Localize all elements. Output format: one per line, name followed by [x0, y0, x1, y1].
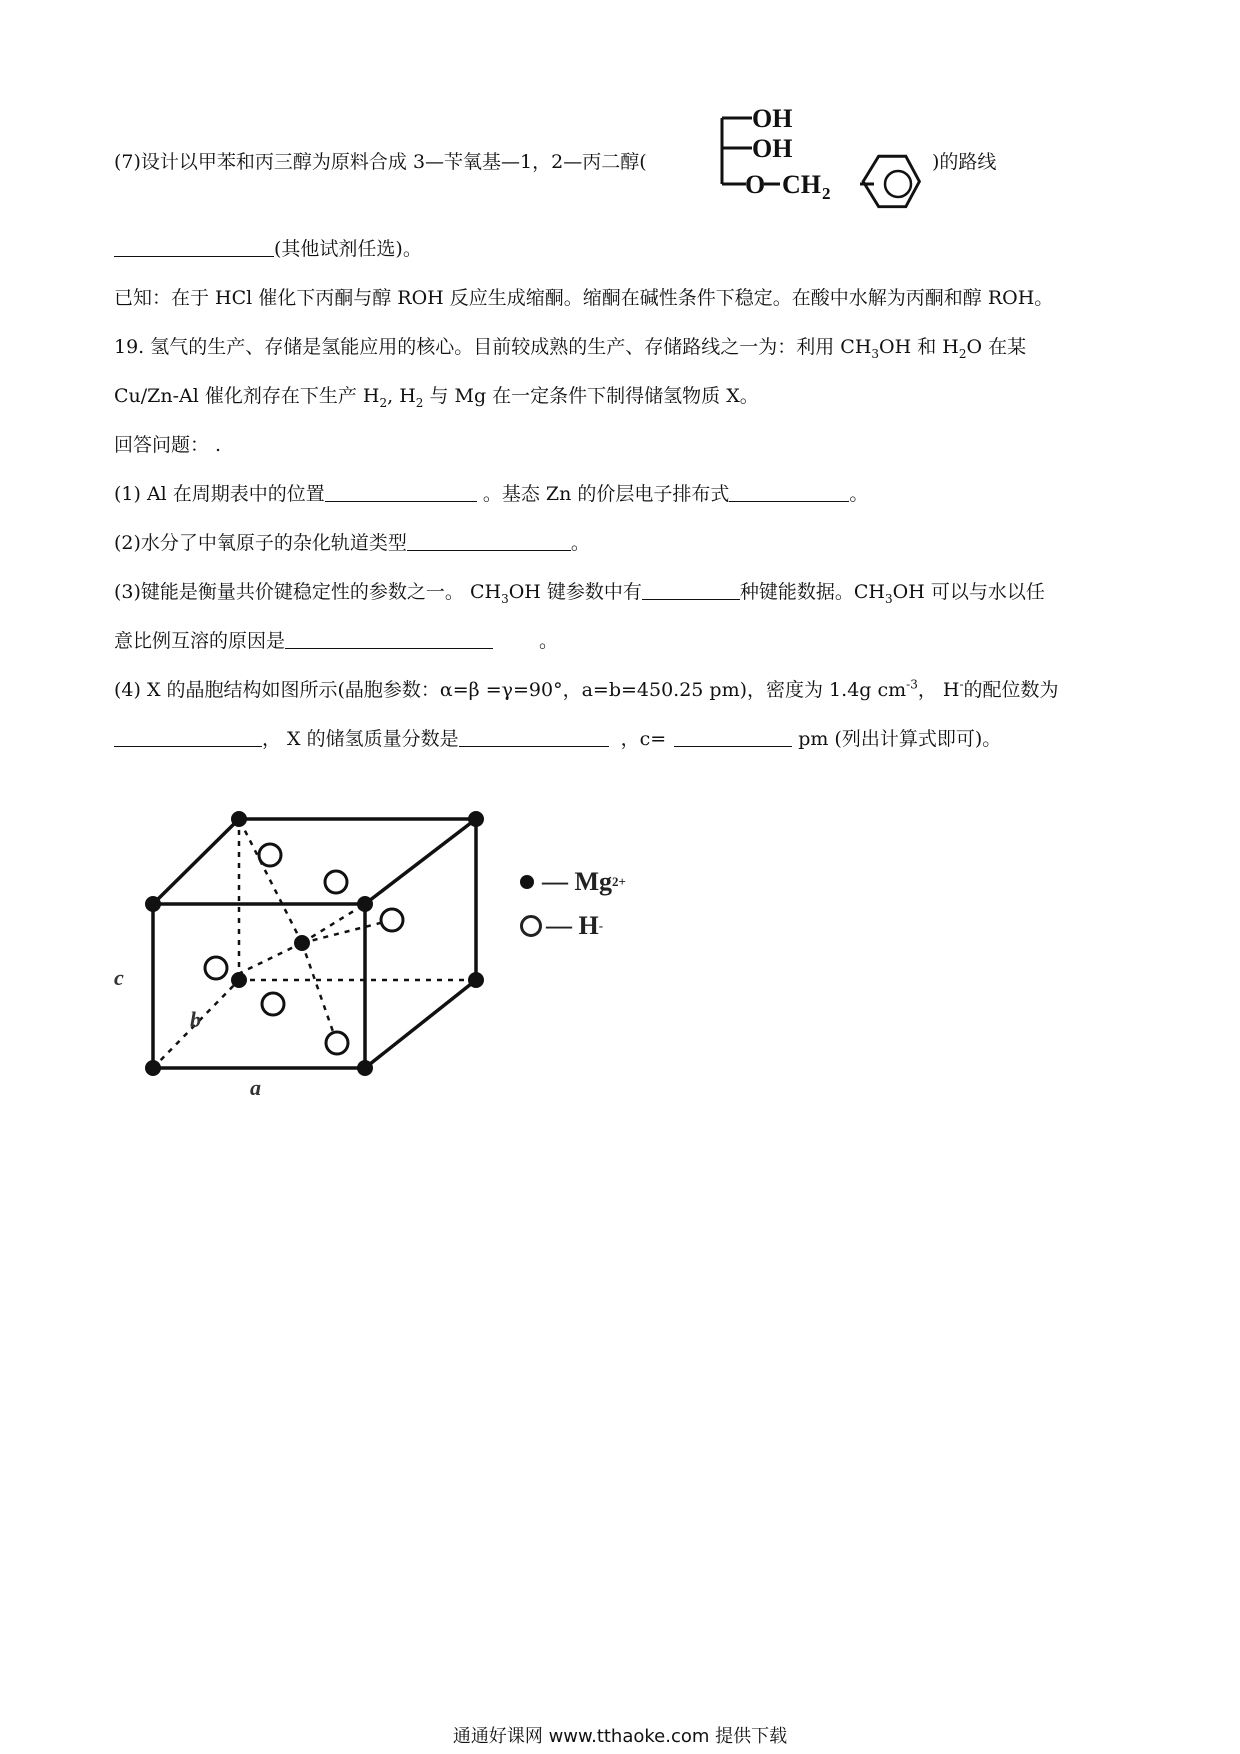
legend-mg: — Mg 2+	[520, 860, 626, 904]
p4-blank-c[interactable]	[674, 726, 792, 747]
p4-line2	[114, 725, 1001, 753]
q19-line1	[114, 333, 1026, 361]
p4-blank-coordination[interactable]	[114, 726, 262, 747]
oh-label-2: OH	[752, 134, 793, 163]
q7-suffix: )的路线	[932, 151, 997, 173]
subscript: 2	[415, 395, 424, 410]
benzyloxy-propanediol-structure	[712, 100, 932, 215]
p3-line2	[114, 627, 558, 655]
p3-blank-count[interactable]	[642, 579, 740, 600]
q7-line	[114, 148, 647, 176]
p4-text: ， H	[917, 679, 960, 701]
p2-text: (2)水分了中氧原子的杂化轨道类型	[114, 532, 407, 554]
p1-blank-zn-config[interactable]	[729, 481, 849, 502]
q7-answer-line	[114, 235, 422, 263]
p3-line1	[114, 578, 1045, 606]
o-label: O	[745, 170, 766, 199]
superscript: -3	[906, 677, 918, 692]
q19-text: , H	[387, 385, 416, 407]
crystal-cell-figure	[110, 805, 510, 1105]
legend-h: — H -	[520, 904, 626, 948]
p3-text: 种键能数据。CH	[739, 581, 885, 603]
p4-text: 的配位数为	[963, 679, 1059, 701]
q19-text: Cu/Zn-Al 催化剂存在下生产 H	[114, 385, 380, 407]
p2-line	[114, 529, 590, 557]
subscript: 2	[379, 395, 388, 410]
p4-text: ，c=	[620, 728, 667, 750]
q7-suffix-line	[932, 148, 996, 176]
oh-label-1: OH	[752, 104, 793, 133]
p3-text: OH 键参数中有	[508, 581, 642, 603]
q7-after-blank: (其他试剂任选)。	[274, 238, 422, 260]
axis-c-label: c	[114, 965, 124, 990]
p1-text: 。基态 Zn 的价层电子排布式	[476, 483, 730, 505]
q7-prefix: (7)设计以甲苯和丙三醇为原料合成 3—苄氧基—1，2—丙二醇(	[114, 151, 647, 173]
p4-text: ， X 的储氢质量分数是	[262, 728, 459, 750]
subscript: 2	[958, 346, 967, 361]
p1-line	[114, 480, 868, 508]
ch2-subscript: 2	[822, 184, 831, 203]
p1-text: 。	[849, 483, 869, 505]
p1-blank-position[interactable]	[325, 481, 477, 502]
axis-b-label: b	[190, 1007, 201, 1032]
ch2-label: CH	[782, 170, 821, 199]
known-line	[114, 284, 1053, 312]
q19-line2	[114, 382, 759, 410]
p3-text: (3)键能是衡量共价键稳定性的参数之一。 CH	[114, 581, 502, 603]
q19-text: 19. 氢气的生产、存储是氢能应用的核心。目前较成熟的生产、存储路线之一为：利用 CH	[114, 336, 872, 358]
p2-blank[interactable]	[407, 530, 571, 551]
filled-circle-icon	[520, 875, 534, 889]
known-text: 已知：在于 HCl 催化下丙酮与醇 ROH 反应生成缩酮。缩酮在碱性条件下稳定。在酸中水解为丙酮和醇 ROH。	[114, 287, 1054, 309]
p3-text: OH 可以与水以任	[892, 581, 1045, 603]
p4-line1	[114, 676, 1059, 704]
p4-text: pm (列出计算式即可)。	[792, 728, 1002, 750]
p4-blank-mass-fraction[interactable]	[459, 726, 609, 747]
answer-prompt-line	[114, 431, 221, 459]
p3-blank-reason[interactable]	[285, 628, 493, 649]
q7-answer-blank[interactable]	[114, 236, 274, 257]
p2-text: 。	[570, 532, 590, 554]
q19-text: O 在某	[966, 336, 1027, 358]
legend-h-label: — H	[546, 911, 599, 940]
p3-text: 意比例互溶的原因是	[114, 630, 286, 652]
legend-mg-label: — Mg	[542, 867, 613, 896]
subscript: 3	[871, 346, 880, 361]
footer-text: 通通好课网 www.tthaoke.com 提供下载	[452, 1726, 788, 1747]
subscript: 3	[501, 591, 509, 606]
open-circle-icon	[520, 915, 542, 937]
p1-text: (1) Al 在周期表中的位置	[114, 483, 325, 505]
superscript: -	[959, 677, 964, 692]
p3-text: 。	[539, 630, 559, 652]
axis-a-label: a	[250, 1075, 261, 1100]
crystal-legend	[520, 860, 626, 948]
q19-text: OH 和 H	[879, 336, 959, 358]
subscript: 3	[885, 591, 893, 606]
answer-prompt: 回答问题： .	[114, 434, 222, 456]
p4-text: (4) X 的晶胞结构如图所示(晶胞参数：α=β =γ=90°，a=b=450.25 pm)，密度为 1.4g cm	[114, 679, 907, 701]
q19-text: 与 Mg 在一定条件下制得储氢物质 X。	[423, 385, 759, 407]
